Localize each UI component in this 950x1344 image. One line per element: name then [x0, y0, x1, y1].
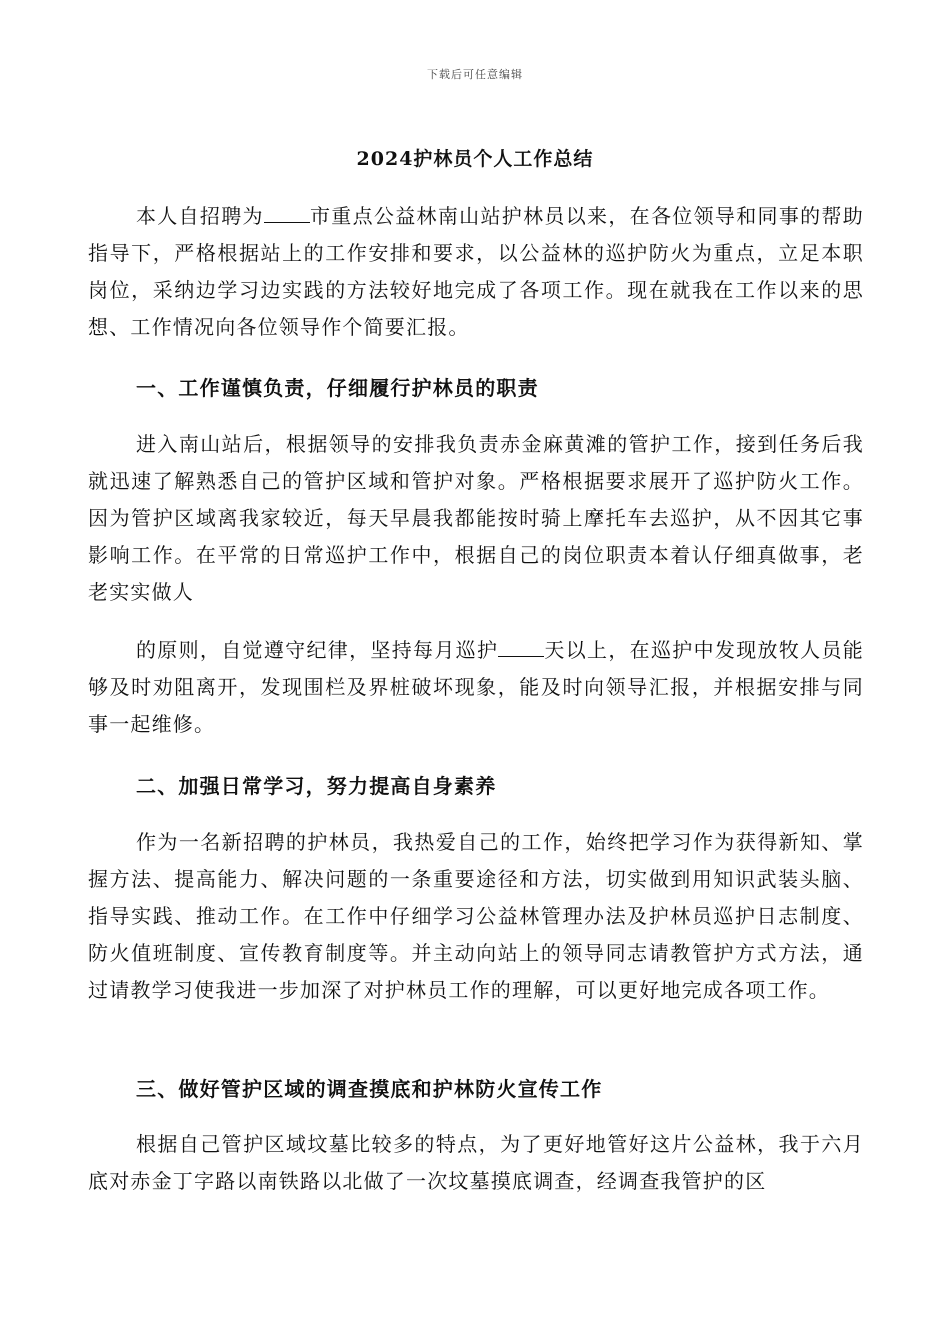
section-heading-3: 三、做好管护区域的调查摸底和护林防火宣传工作 — [136, 1077, 603, 1101]
fill-blank — [498, 638, 544, 657]
fill-blank — [264, 204, 310, 223]
section-heading-2: 二、加强日常学习，努力提高自身素养 — [136, 774, 497, 798]
paragraph-intro-start: 本人自招聘为 — [136, 204, 264, 228]
paragraph-duties: 进入南山站后，根据领导的安排我负责赤金麻黄滩的管护工作，接到任务后我就迅速了解熟悉自己的管护区域和管护对象。严格根据要求展开了巡护防火工作。因为管护区域离我家较近，每天早晨我都能按时骑上摩托车去巡护，从不因其它事影响工作。在平常的日常巡护工作中，根据自己的岗位职责本着认仔细真做事，老老实实做人 — [88, 432, 864, 604]
section-heading-1: 一、工作谨慎负责，仔细履行护林员的职责 — [136, 376, 539, 400]
paragraph-study: 作为一名新招聘的护林员，我热爱自己的工作，始终把学习作为获得新知、掌握方法、提高能力、解决问题的一条重要途径和方法，切实做到用知识武装头脑、指导实践、推动工作。在工作中仔细学习公益林管理办法及护林员巡护日志制度、防火值班制度、宣传教育制度等。并主动向站上的领导同志请教管护方式方法，通过请教学习使我进一步加深了对护林员工作的理解，可以更好地完成各项工作。 — [88, 830, 864, 1002]
paragraph-duties-continued — [88, 632, 864, 743]
paragraph-survey: 根据自己管护区域坟墓比较多的特点，为了更好地管好这片公益林，我于六月底对赤金丁字路以南铁路以北做了一次坟墓摸底调查，经调查我管护的区 — [88, 1132, 864, 1193]
paragraph-intro-rest: 市重点公益林南山站护林员以来，在各位领导和同事的帮助指导下，严格根据站上的工作安排和要求，以公益林的巡护防火为重点，立足本职岗位，采纳边学习边实践的方法较好地完成了各项工作。现在就我在工作以来的思想、工作情况向各位领导作个简要汇报。 — [88, 204, 864, 339]
document-title: 2024护林员个人工作总结 — [356, 148, 594, 170]
header-note: 下载后可任意编辑 — [427, 68, 523, 81]
paragraph-duties-continued-start: 的原则，自觉遵守纪律，坚持每月巡护 — [136, 638, 499, 662]
paragraph-duties-continued-rest: 天以上，在巡护中发现放牧人员能够及时劝阻离开，发现围栏及界桩破坏现象，能及时向领导汇报，并根据安排与同事一起维修。 — [88, 638, 864, 736]
paragraph-intro — [88, 198, 864, 346]
